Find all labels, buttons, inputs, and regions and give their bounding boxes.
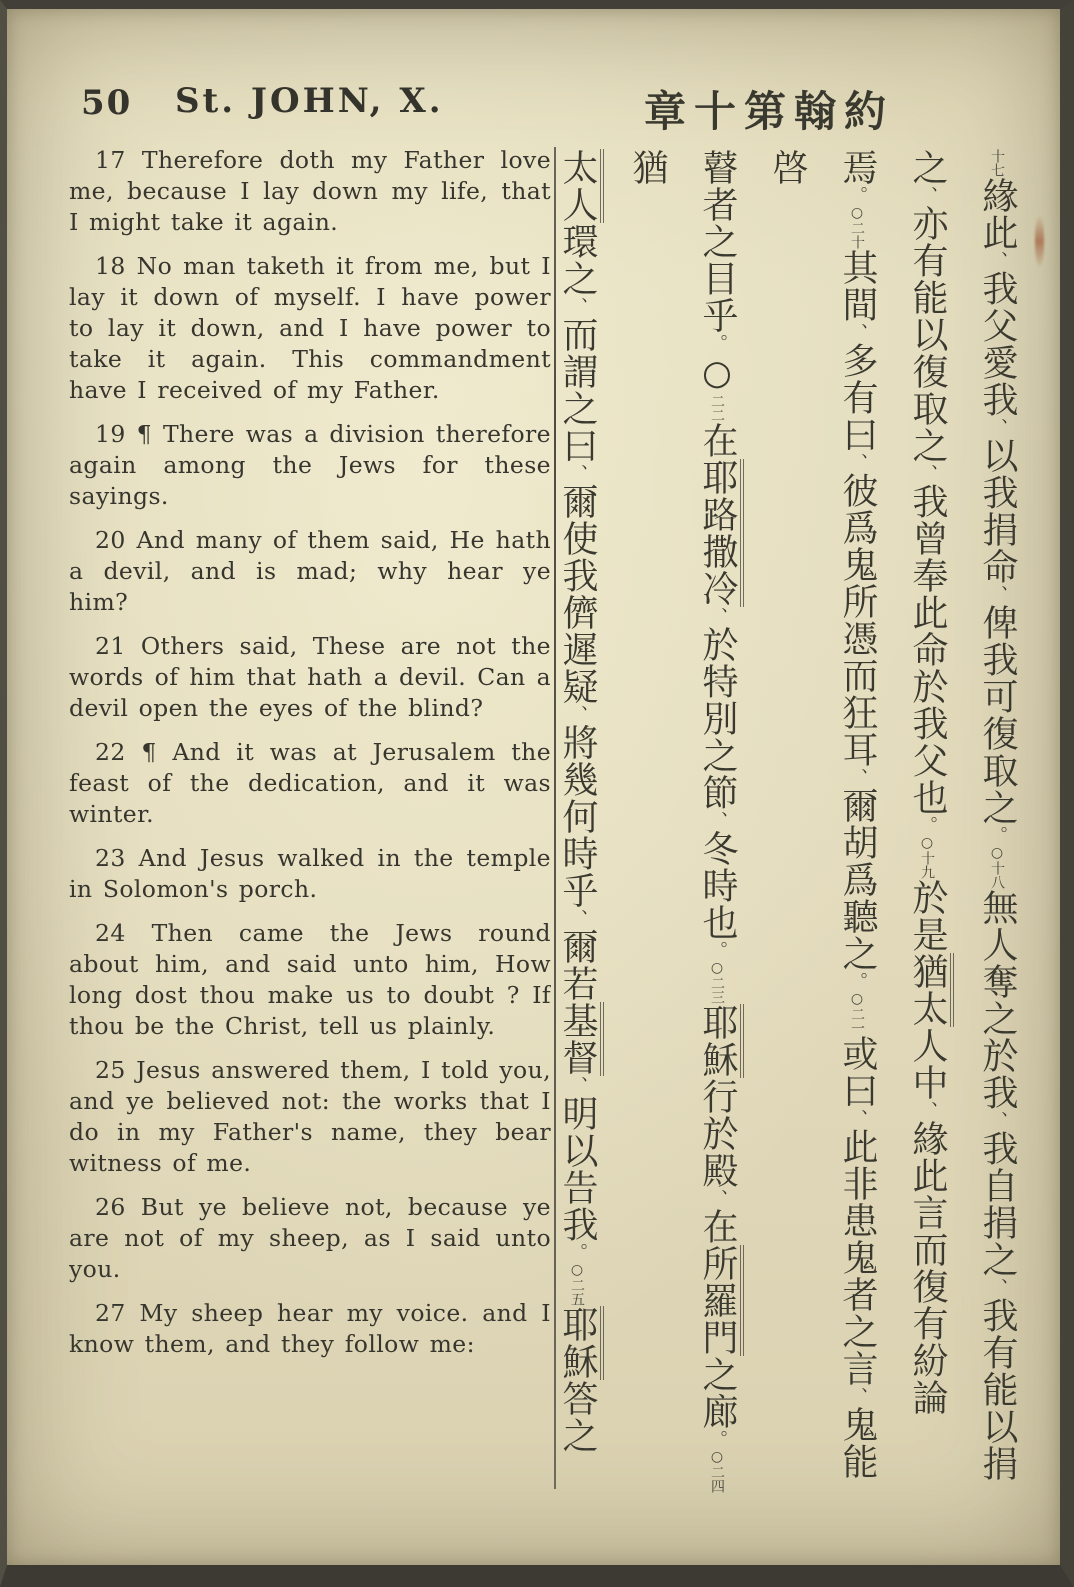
proper-noun-marked: 基督	[557, 1002, 604, 1076]
verse-number: 27	[95, 1299, 126, 1327]
cjk-punctuation: 、	[567, 464, 588, 483]
verse-number-note: ○二十	[849, 205, 865, 249]
cjk-punctuation: 、	[987, 251, 1008, 270]
cjk-punctuation: 。	[707, 334, 728, 353]
verse-paragraph: 17 Therefore doth my Father love me, because I lay down my life, that I might take it again.	[69, 146, 551, 236]
verse-number-note: ○二四	[709, 1449, 725, 1493]
chinese-column: 之、亦有能以復取之、我曾奉此命於我父也。○十九於是猶太人中、緣此言而復有紛論	[892, 149, 962, 1501]
verse-number-note: ○十九	[919, 835, 935, 879]
proper-noun-marked: 猶太	[907, 953, 954, 1027]
verse-paragraph: 22 ¶ And it was at Jerusalem the feast of the dedication, and it was winter.	[69, 738, 551, 828]
cjk-punctuation: 。	[707, 941, 728, 960]
page-number: 50	[81, 83, 133, 123]
verse-paragraph: 19 ¶ There was a division therefore again among the Jews for these sayings.	[69, 420, 551, 510]
verse-number: 19	[95, 420, 126, 448]
verse-paragraph: 24 Then came the Jews round about him, and said unto him, How long dost thou make us to doubt ? If thou be the Christ, tell us plainly.	[69, 919, 551, 1040]
cjk-punctuation: 、	[567, 909, 588, 928]
verse-number: 26	[95, 1193, 126, 1221]
verse-paragraph: 27 My sheep hear my voice. and I know them, and they follow me:	[69, 1299, 551, 1358]
verse-number: 25	[95, 1056, 126, 1084]
verse-number-note: ○二三	[709, 960, 725, 1004]
verse-paragraph: 18 No man taketh it from me, but I lay it down of myself. I have power to lay it down, and I have power to take it again. This commandment have I received of my Father.	[69, 252, 551, 404]
chinese-column	[536, 149, 542, 1501]
verse-number-note: ○二五	[569, 1262, 585, 1306]
cjk-punctuation: 。	[917, 816, 938, 835]
verse-number-note: 二二	[709, 394, 725, 422]
page-stain	[1035, 215, 1044, 267]
running-title-chinese: 章十第翰約	[643, 87, 894, 136]
cjk-punctuation: 、	[987, 585, 1008, 604]
cjk-punctuation: 、	[917, 464, 938, 483]
verse-number: 18	[95, 252, 126, 280]
cjk-punctuation: 、	[917, 1101, 938, 1120]
proper-noun-marked: 耶穌	[697, 1004, 744, 1078]
proper-noun-marked: 耶路撒冷	[697, 459, 744, 607]
cjk-punctuation: 。	[987, 826, 1008, 845]
cjk-punctuation: 、	[987, 418, 1008, 437]
proper-noun-marked: 所羅門	[697, 1245, 744, 1356]
verse-number-note: 十七	[989, 149, 1005, 177]
verse-number-note: ○十八	[989, 845, 1005, 889]
cjk-punctuation: 、	[847, 453, 868, 472]
cjk-punctuation: 、	[707, 607, 728, 626]
cjk-punctuation: 、	[987, 1111, 1008, 1130]
section-ring-mark: ○	[697, 353, 737, 394]
verse-number: 20	[95, 526, 126, 554]
verse-number: 22	[95, 738, 126, 766]
cjk-punctuation: 、	[567, 705, 588, 724]
verse-paragraph: 26 But ye believe not, because ye are not of my sheep, as I said unto you.	[69, 1193, 551, 1283]
verse-number: 24	[95, 919, 126, 947]
cjk-punctuation: 。	[847, 186, 868, 205]
cjk-punctuation: 、	[847, 1109, 868, 1128]
chinese-column: 瞽者之目乎。○二二在耶路撒冷、於特別之節、冬時也。○二三耶穌行於殿、在所羅門之廊。○二四猶	[612, 149, 752, 1501]
verse-number: 17	[95, 146, 126, 174]
cjk-punctuation: 、	[847, 323, 868, 342]
cjk-punctuation: 、	[707, 811, 728, 830]
page-header	[7, 81, 1060, 136]
cjk-punctuation: 、	[707, 1189, 728, 1208]
verse-paragraph: 20 And many of them said, He hath a devil, and is mad; why hear ye him?	[69, 526, 551, 616]
verse-paragraph: 21 Others said, These are not the words of him that hath a devil. Can a devil open the eyes of the blind?	[69, 632, 551, 722]
verse-number: 21	[95, 632, 126, 660]
chinese-text-columns	[536, 149, 1032, 1501]
cjk-punctuation: 、	[917, 186, 938, 205]
cjk-punctuation: 、	[567, 1076, 588, 1095]
cjk-punctuation: 、	[847, 1387, 868, 1406]
english-text-column	[69, 145, 551, 1495]
chinese-column: 焉。○二十其間、多有曰、彼爲鬼所憑而狂耳、爾胡爲聽之。○二一或曰、此非患鬼者之言、鬼能啓	[767, 149, 878, 1480]
verse-number-note: ○二一	[849, 991, 865, 1035]
cjk-punctuation: 、	[847, 768, 868, 787]
cjk-punctuation: 。	[707, 1430, 728, 1449]
cjk-punctuation: 。	[847, 972, 868, 991]
cjk-punctuation: 。	[567, 1243, 588, 1262]
verse-paragraph: 23 And Jesus walked in the temple in Solomon's porch.	[69, 844, 551, 903]
cjk-punctuation: 、	[567, 297, 588, 316]
proper-noun-marked: 太人	[557, 149, 604, 223]
verse-paragraph: 25 Jesus answered them, I told you, and ye believed not: the works that I do in my Father's name, they bear witness of me.	[69, 1056, 551, 1177]
cjk-punctuation: 、	[987, 1278, 1008, 1297]
chinese-column: 十七緣此、我父愛我、以我捐命、俾我可復取之。○十八無人奪之於我、我自捐之、我有能以捐	[977, 149, 1018, 1482]
verse-number: 23	[95, 844, 126, 872]
proper-noun-marked: 耶穌	[557, 1306, 604, 1380]
chinese-column: 太人環之、而謂之曰、爾使我儕遲疑、將幾何時乎、爾若基督、明以告我。○二五耶穌答之	[542, 149, 612, 1501]
running-title-english: St. JOHN, X.	[175, 81, 444, 121]
